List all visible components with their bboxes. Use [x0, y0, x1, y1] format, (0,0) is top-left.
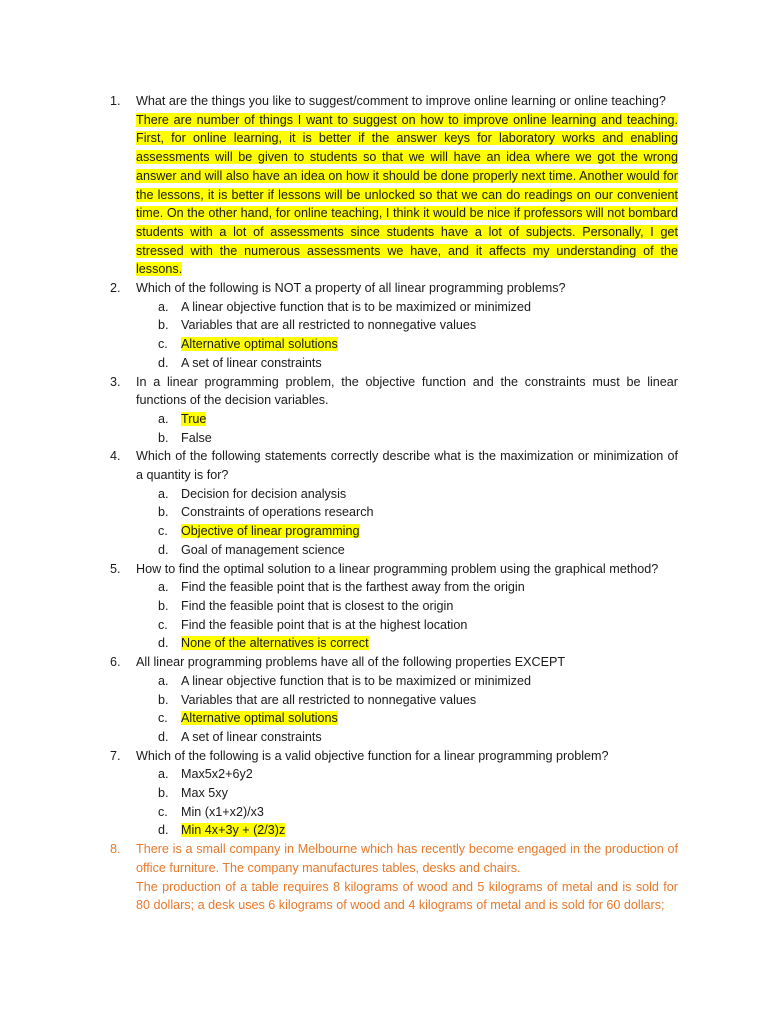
option-letter: b. — [158, 786, 169, 801]
option-text: Max 5xy — [181, 786, 228, 801]
question-number: 3. — [110, 374, 121, 389]
option-letter: b. — [158, 692, 169, 707]
question-8 — [110, 840, 678, 915]
option-b — [136, 597, 678, 616]
option-text-highlighted: Min 4x+3y + (2/3)z — [181, 823, 286, 838]
option-text: Max5x2+6y2 — [181, 767, 253, 782]
option-a — [136, 765, 678, 784]
option-letter: b. — [158, 430, 169, 445]
option-text: Variables that are all restricted to nonnegative values — [181, 318, 477, 333]
question-number: 2. — [110, 281, 121, 296]
option-d — [136, 728, 678, 747]
option-c — [136, 709, 678, 728]
question-text: What are the things you like to suggest/comment to improve online learning or online teaching? — [136, 94, 666, 108]
question-number: 7. — [110, 748, 121, 763]
option-letter: b. — [158, 598, 169, 613]
option-a — [136, 672, 678, 691]
option-list — [136, 298, 678, 373]
option-list — [136, 410, 678, 447]
option-b — [136, 784, 678, 803]
option-d — [136, 541, 678, 560]
question-text: Which of the following is a valid objective function for a linear programming problem? — [136, 748, 609, 763]
question-number: 5. — [110, 561, 121, 576]
option-d — [136, 821, 678, 840]
option-list — [136, 765, 678, 840]
option-b — [136, 691, 678, 710]
option-letter: b. — [158, 505, 169, 520]
option-letter: c. — [158, 617, 168, 632]
option-text-highlighted: Objective of linear programming — [181, 524, 360, 539]
option-list — [136, 485, 678, 560]
option-letter: c. — [158, 711, 168, 726]
option-a — [136, 578, 678, 597]
question-number: 1. — [110, 94, 121, 108]
option-letter: d. — [158, 355, 169, 370]
option-letter: c. — [158, 804, 168, 819]
option-c — [136, 803, 678, 822]
question-1 — [110, 92, 678, 279]
question-text: All linear programming problems have all of the following properties EXCEPT — [136, 655, 566, 670]
question-list — [110, 92, 678, 915]
option-a — [136, 410, 678, 429]
question-5 — [110, 560, 678, 654]
option-text-highlighted: True — [181, 411, 207, 426]
question-text: Which of the following is NOT a property of all linear programming problems? — [136, 281, 566, 296]
option-text: Goal of management science — [181, 542, 345, 557]
question-2 — [110, 279, 678, 373]
option-text: Variables that are all restricted to nonnegative values — [181, 692, 477, 707]
question-text-continued: The production of a table requires 8 kilograms of wood and 5 kilograms of metal and is sold for 80 dollars; a desk uses 6 kilograms of wood and 4 kilograms of metal and is sold for 60 dollars; — [136, 879, 678, 913]
answer-paragraph — [136, 111, 678, 279]
option-text: A set of linear constraints — [181, 729, 322, 744]
option-text-highlighted: None of the alternatives is correct — [181, 636, 369, 651]
option-text: Find the feasible point that is at the highest location — [181, 617, 468, 632]
option-letter: d. — [158, 542, 169, 557]
option-b — [136, 429, 678, 448]
question-text: In a linear programming problem, the objective function and the constraints must be linear functions of the decision variables. — [136, 374, 678, 408]
option-letter: b. — [158, 318, 169, 333]
option-c — [136, 616, 678, 635]
option-letter: d. — [158, 729, 169, 744]
question-text: There is a small company in Melbourne which has recently become engaged in the production of office furniture. The company manufactures tables, desks and chairs. — [136, 842, 678, 875]
option-d — [136, 354, 678, 373]
option-letter: a. — [158, 299, 169, 314]
option-text: A set of linear constraints — [181, 355, 322, 370]
option-letter: a. — [158, 580, 169, 595]
option-letter: c. — [158, 524, 168, 539]
question-number: 6. — [110, 655, 121, 670]
question-text: Which of the following statements correctly describe what is the maximization or minimization of a quantity is for? — [136, 449, 678, 483]
option-letter: a. — [158, 411, 169, 426]
option-list — [136, 578, 678, 653]
highlighted-answer: There are number of things I want to suggest on how to improve online learning and teaching. First, for online learning, it is better if the answer keys for laboratory works and enabling assessments will be given to students so that we will have an idea where we got the wrong answer and will also have an idea on how it should be done properly next time. Another would for the lessons, it is better if lessons will be unlocked so that we can do readings on our convenient time. On the other hand, for online teaching, I think it would be nice if professors will not bombard students with a lot of assessments since students have a lot of subjects. Personally, I get stressed with the numerous assessments we have, and it affects my understanding of the lessons. — [136, 112, 678, 277]
option-text: Decision for decision analysis — [181, 486, 347, 501]
option-a — [136, 298, 678, 317]
question-7 — [110, 747, 678, 841]
option-text: A linear objective function that is to be maximized or minimized — [181, 299, 531, 314]
option-c — [136, 522, 678, 541]
option-c — [136, 335, 678, 354]
option-text-highlighted: Alternative optimal solutions — [181, 337, 338, 352]
option-d — [136, 634, 678, 653]
question-number: 4. — [110, 449, 121, 464]
question-text: How to find the optimal solution to a linear programming problem using the graphical method? — [136, 561, 659, 576]
question-number: 8. — [110, 842, 121, 857]
option-letter: a. — [158, 673, 169, 688]
question-3 — [110, 373, 678, 448]
option-letter: d. — [158, 823, 169, 838]
option-letter: a. — [158, 486, 169, 501]
option-text: A linear objective function that is to be maximized or minimized — [181, 673, 531, 688]
option-text: Find the feasible point that is the farthest away from the origin — [181, 580, 525, 595]
question-6 — [110, 653, 678, 747]
option-text: Constraints of operations research — [181, 505, 374, 520]
option-text: Min (x1+x2)/x3 — [181, 804, 264, 819]
option-a — [136, 485, 678, 504]
option-text-highlighted: Alternative optimal solutions — [181, 711, 338, 726]
option-letter: a. — [158, 767, 169, 782]
option-letter: d. — [158, 636, 169, 651]
question-4 — [110, 447, 678, 559]
option-text: Find the feasible point that is closest to the origin — [181, 598, 454, 613]
option-letter: c. — [158, 337, 168, 352]
option-b — [136, 316, 678, 335]
option-list — [136, 672, 678, 747]
option-text: False — [181, 430, 212, 445]
option-b — [136, 503, 678, 522]
